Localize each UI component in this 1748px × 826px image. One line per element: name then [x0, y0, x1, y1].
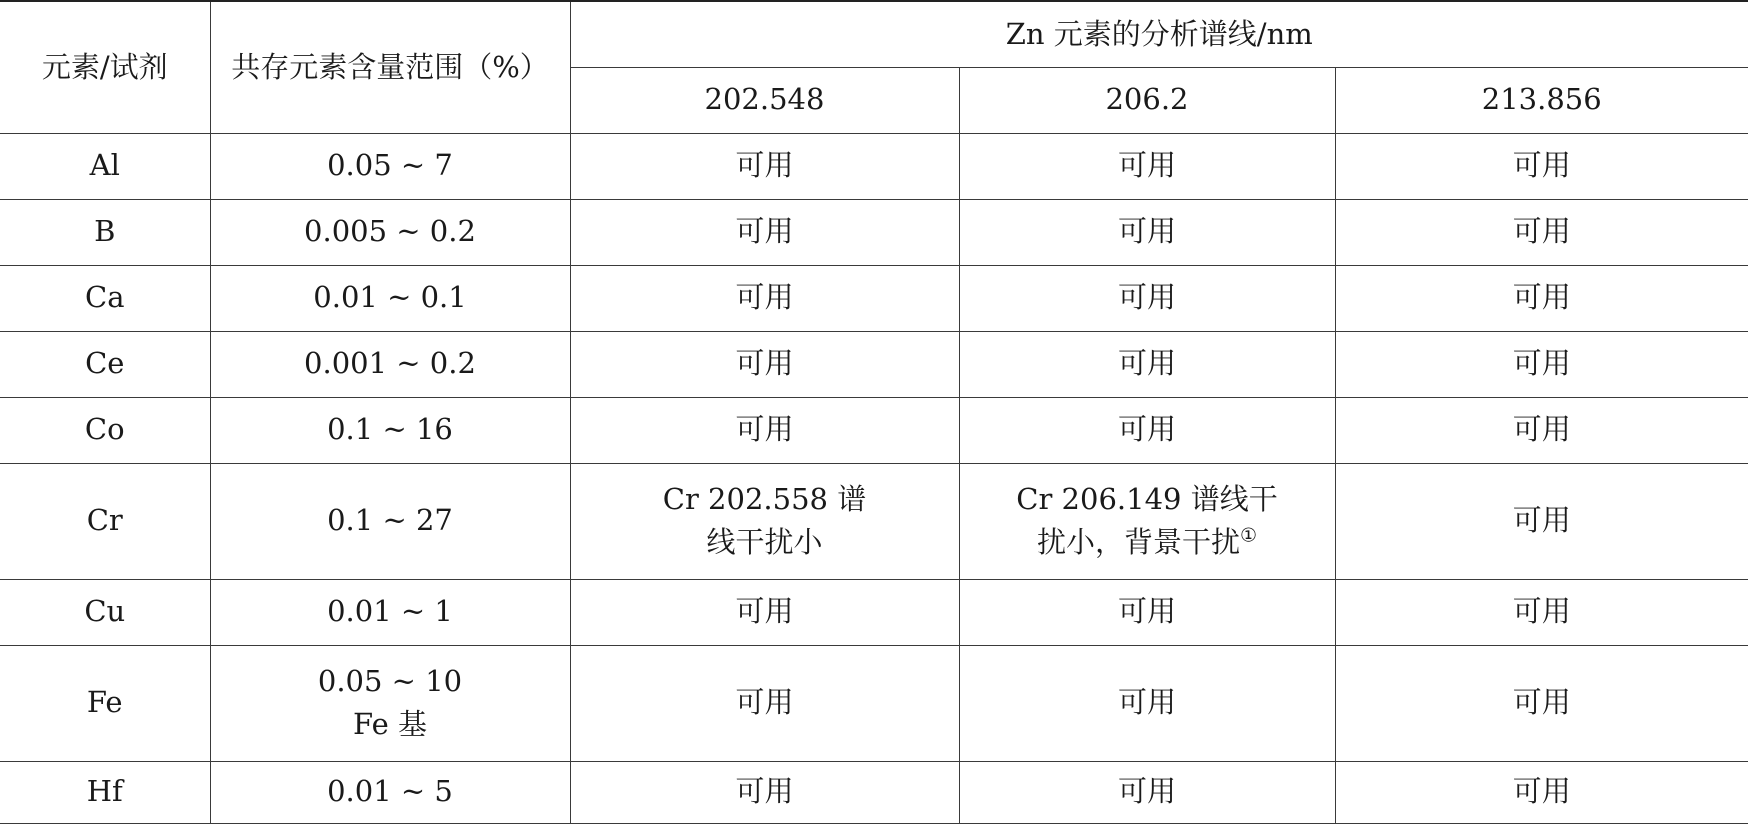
line1-note-text-1: Cr 202.558 谱	[662, 481, 867, 516]
line1-cell: 可用	[570, 133, 959, 199]
line2-note-text-2-main: 扰小，背景干扰	[1036, 525, 1240, 559]
line2-note-text-1: Cr 206.149 谱线干	[1016, 481, 1278, 516]
line3-cell: 可用	[1335, 761, 1748, 823]
table-row	[0, 265, 1748, 331]
header-line-3: 213.856	[1335, 67, 1748, 133]
table-row	[0, 397, 1748, 463]
line2-cell: 可用	[959, 199, 1335, 265]
table-row	[0, 463, 1748, 579]
element-cell: Hf	[0, 761, 210, 823]
table-row	[0, 579, 1748, 645]
line2-cell	[959, 463, 1335, 579]
line2-cell: 可用	[959, 579, 1335, 645]
line3-cell: 可用	[1335, 199, 1748, 265]
line2-note-text-2	[1037, 521, 1257, 565]
range-cell: 0.005 ~ 0.2	[210, 199, 570, 265]
table-row	[0, 645, 1748, 761]
header-line-2: 206.2	[959, 67, 1335, 133]
element-cell: Ce	[0, 331, 210, 397]
range-cell: 0.001 ~ 0.2	[210, 331, 570, 397]
range-cell	[210, 645, 570, 761]
range-cell: 0.1 ~ 27	[210, 463, 570, 579]
line2-cell: 可用	[959, 265, 1335, 331]
line3-cell: 可用	[1335, 133, 1748, 199]
header-range: 共存元素含量范围（%）	[210, 1, 570, 133]
line1-cell: 可用	[570, 579, 959, 645]
line3-cell: 可用	[1335, 645, 1748, 761]
header-line-group: Zn 元素的分析谱线/nm	[570, 1, 1748, 67]
element-cell: Ca	[0, 265, 210, 331]
line1-cell: 可用	[570, 331, 959, 397]
line2-cell: 可用	[959, 645, 1335, 761]
table-row	[0, 331, 1748, 397]
range-cell: 0.01 ~ 5	[210, 761, 570, 823]
header-element: 元素/试剂	[0, 1, 210, 133]
line1-cell	[570, 463, 959, 579]
footnote-marker: ①	[1239, 524, 1258, 547]
element-cell: B	[0, 199, 210, 265]
range-cell: 0.01 ~ 0.1	[210, 265, 570, 331]
line3-cell: 可用	[1335, 331, 1748, 397]
element-cell: Co	[0, 397, 210, 463]
line2-cell: 可用	[959, 397, 1335, 463]
range-text-2: Fe 基	[353, 707, 427, 741]
range-text-1: 0.05 ~ 10	[317, 663, 463, 698]
line1-cell: 可用	[570, 397, 959, 463]
line3-cell: 可用	[1335, 579, 1748, 645]
line3-cell: 可用	[1335, 265, 1748, 331]
table-row	[0, 761, 1748, 823]
table-row	[0, 133, 1748, 199]
element-cell: Al	[0, 133, 210, 199]
element-cell: Fe	[0, 645, 210, 761]
line1-cell: 可用	[570, 265, 959, 331]
element-cell: Cr	[0, 463, 210, 579]
line1-cell: 可用	[570, 761, 959, 823]
range-cell: 0.05 ~ 7	[210, 133, 570, 199]
table-row	[0, 199, 1748, 265]
line2-cell: 可用	[959, 331, 1335, 397]
line1-note-text-2: 线干扰小	[706, 525, 823, 559]
line2-cell: 可用	[959, 133, 1335, 199]
line1-cell: 可用	[570, 645, 959, 761]
element-cell: Cu	[0, 579, 210, 645]
line2-cell: 可用	[959, 761, 1335, 823]
line3-cell: 可用	[1335, 397, 1748, 463]
header-line-1: 202.548	[570, 67, 959, 133]
range-cell: 0.1 ~ 16	[210, 397, 570, 463]
header-row-1	[0, 1, 1748, 67]
line3-cell: 可用	[1335, 463, 1748, 579]
range-cell: 0.01 ~ 1	[210, 579, 570, 645]
line1-cell: 可用	[570, 199, 959, 265]
